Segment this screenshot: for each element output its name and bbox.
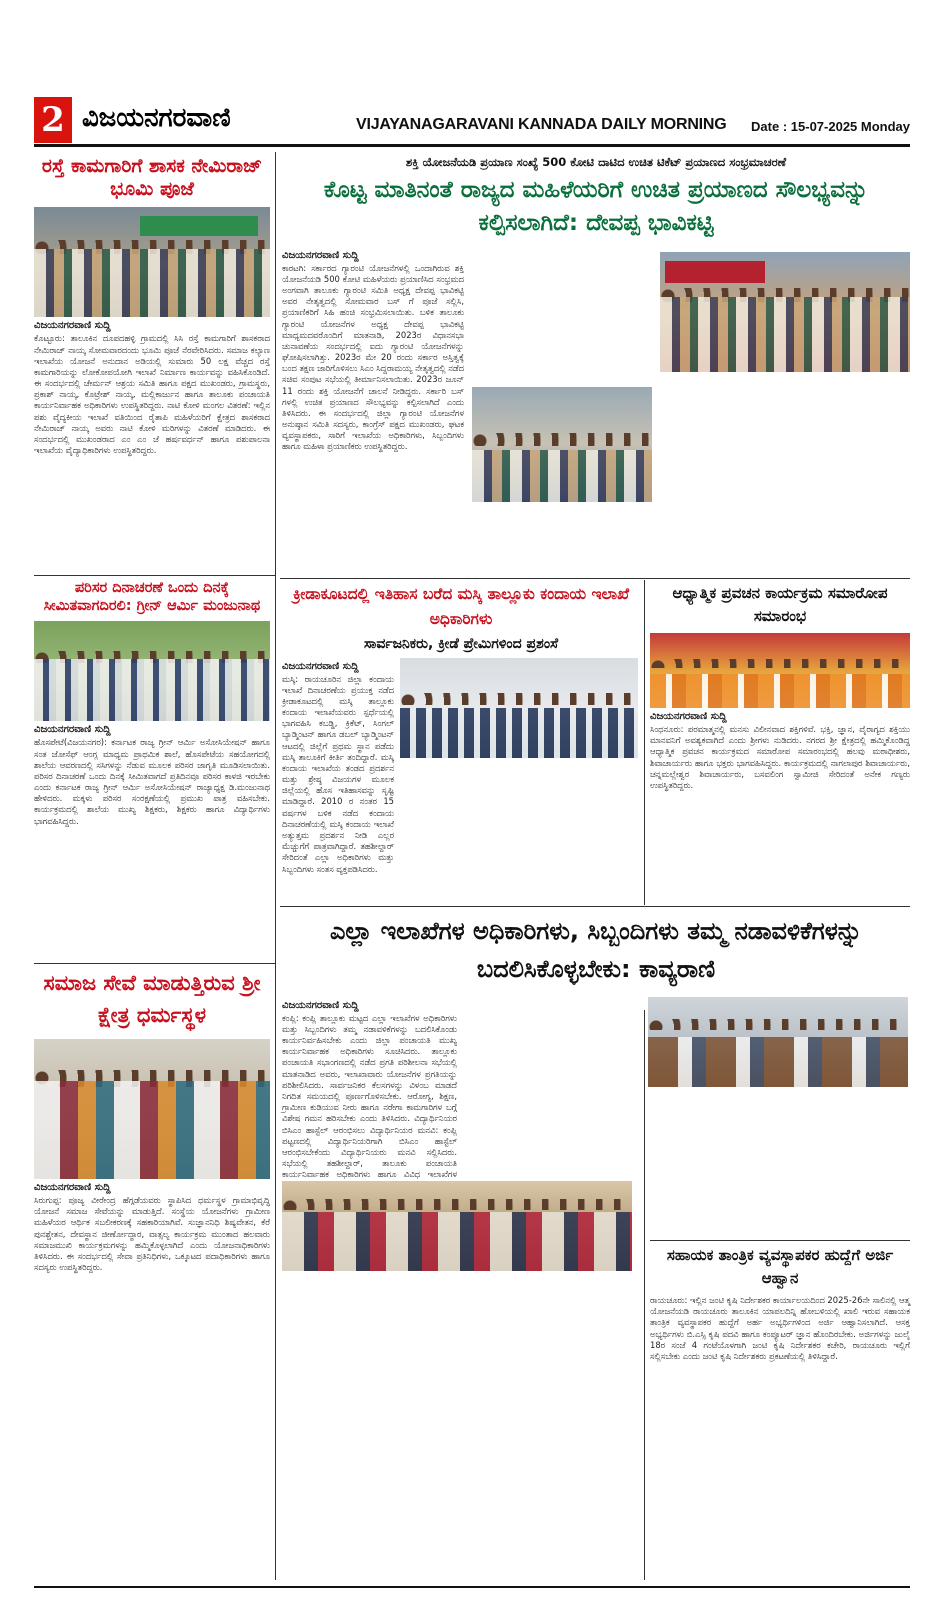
article-body: ಹೊಸಪೇಟೆ(ವಿಜಯನಗರ): ಕರ್ನಾಟಕ ರಾಜ್ಯ ಗ್ರೀನ್ ಆರ್ಮಿ ಅಸೋಸಿಯೇಷನ್ ಹಾಗೂ ಸಂತ ಜೋಸೆಫ್ ಆಂಗ್ಲ ಮಾಧ್ಯಮ ಪ್ರಾಥಮಿಕ ಶಾಲೆ, ಹೊಸಪೇಟೆಯ ಸಹಯೋಗದಲ್ಲಿ ಶಾಲೆಯ ಆವರಣದಲ್ಲಿ ಸಸಿಗಳನ್ನು ನೆಡುವ ಮೂಲಕ ಪರಿಸರ ಜಾಗೃತಿ ಮೂಡಿಸಲಾಯಿತು. ಪರಿಸರ ದಿನಾಚರಣೆ ಒಂದು ದಿನಕ್ಕೆ ಸೀಮಿತವಾಗದೆ ಪ್ರತಿದಿನವೂ ಪರಿಸರ ಕಾಳಜಿ ಇರಬೇಕು ಎಂದು ಕರ್ನಾಟಕ ರಾಜ್ಯ ಗ್ರೀನ್ ಆರ್ಮಿ ಅಸೋಸಿಯೇಷನ್ ರಾಜ್ಯಾಧ್ಯಕ್ಷ ಡಿ.ಮಂಜುನಾಥ ಹೇಳಿದರು. ಮಕ್ಕಳು ಪರಿಸರ ಸಂರಕ್ಷಣೆಯಲ್ಲಿ ಪ್ರಮುಖ ಪಾತ್ರ ವಹಿಸಬೇಕು. ಕಾರ್ಯಕ್ರಮದಲ್ಲಿ ಶಾಲೆಯ ಮುಖ್ಯ ಶಿಕ್ಷಕರು, ಶಿಕ್ಷಕರು ಹಾಗೂ ವಿದ್ಯಾರ್ಥಿಗಳು ಭಾಗವಹಿಸಿದ್ದರು. — [34, 737, 270, 826]
byline: ವಿಜಯನಗರವಾಣಿ ಸುದ್ದಿ — [282, 660, 359, 672]
article-road-work — [34, 155, 270, 573]
article-body: ಕೊಟ್ಟೂರು: ತಾಲೂಕಿನ ದೂಪದಹಳ್ಳಿ ಗ್ರಾಮದಲ್ಲಿ ಸಿಸಿ ರಸ್ತೆ ಕಾಮಗಾರಿಗೆ ಶಾಸಕರಾದ ನೇಮಿರಾಜ್ ನಾಯ್ಕ ಸೋಮವಾರದಂದು ಭೂಮಿ ಪೂಜೆ ನೆರವೇರಿಸಿದರು. ಸಮಾಜ ಕಲ್ಯಾಣ ಇಲಾಖೆಯ ಯೋಜನೆ ಅನುದಾನ ಅಡಿಯಲ್ಲಿ ಸುಮಾರು 50 ಲಕ್ಷ ವೆಚ್ಚದ ರಸ್ತೆ ಕಾಮಗಾರಿಯನ್ನು ಲೋಕೋಪಯೋಗಿ ಇಲಾಖೆ ನಿರ್ಮಾಣ ಕಾರ್ಯವನ್ನು ವಹಿಸಿಕೊಂಡಿದೆ. ಈ ಸಂದರ್ಭದಲ್ಲಿ ಚೇರ್ಮನ್ ಆಶ್ರಯ ಸಮಿತಿ ಹಾಗೂ ಪಕ್ಷದ ಮುಖಂಡರು, ಗ್ರಾಮಸ್ಥರು, ಪ್ರಕಾಶ್ ನಾಯ್ಕ, ಕೊಟ್ರೇಶ್ ನಾಯ್ಕ, ಮಲ್ಲಿಕಾರ್ಜುನ ಹಾಗೂ ತಾಲೂಕು ಪಂಚಾಯತಿ ಕಾರ್ಯನಿರ್ವಾಹಕ ಅಧಿಕಾರಿಗಳು ಉಪಸ್ಥಿತರಿದ್ದರು. ನಾಟಿ ಕೋಳಿ ಮಂಗಲ ವಿತರಣೆ: ಇಲ್ಲಿನ ಪಶು ವೈದ್ಯಕೀಯ ಇಲಾಖೆ ವತಿಯಿಂದ ರೈತಾಪಿ ಮಹಿಳೆಯರಿಗೆ ಕ್ಷೇತ್ರದ ಶಾಸಕರಾದ ನೇಮಿರಾಜ್ ನಾಯ್ಕ ಅವರು ನಾಟಿ ಕೋಳಿ ಮರಿಗಳನ್ನು ವಿತರಣೆ ಮಾಡಿದರು. ಈ ಸಂದರ್ಭದಲ್ಲಿ ಮುಖಂಡರಾದ ಎಂ ಎಂ ಜೆ ಹರ್ಷವರ್ಧನ್ ಹಾಗೂ ಪಶುಪಾಲನಾ ಇಲಾಖೆಯ ವೈದ್ಯಾಧಿಕಾರಿಗಳು ಉಪಸ್ಥಿತರಿದ್ದರು. — [34, 333, 270, 456]
headline: ಎಲ್ಲಾ ಇಲಾಖೆಗಳ ಅಧಿಕಾರಿಗಳು, ಸಿಬ್ಬಂದಿಗಳು ತಮ್ಮ ನಡಾವಳಿಕೆಗಳನ್ನು ಬದಲಿಸಿಕೊಳ್ಳಬೇಕು: ಕಾವ್ಯರಾಣಿ — [329, 917, 863, 984]
article-sports — [282, 582, 640, 902]
page-number: 2 — [34, 97, 72, 143]
headline: ಸಮಾಜ ಸೇವೆ ಮಾಡುತ್ತಿರುವ ಶ್ರೀ ಕ್ಷೇತ್ರ ಧರ್ಮಸ್ಥಳ — [43, 971, 261, 1027]
paper-name-english: VIJAYANAGARAVANI KANNADA DAILY MORNING — [356, 116, 727, 133]
masthead — [34, 97, 910, 147]
article-body: ಸಿರುಗುಪ್ಪ: ಪೂಜ್ಯ ವೀರೇಂದ್ರ ಹೆಗ್ಗಡೆಯವರು ಸ್ಥಾಪಿಸಿದ ಧರ್ಮಸ್ಥಳ ಗ್ರಾಮಾಭಿವೃದ್ಧಿ ಯೋಜನೆ ಸಮಾಜ ಸೇವೆಯನ್ನು ಮಾಡುತ್ತಿದೆ. ಸಂಸ್ಥೆಯ ಯೋಜನೆಗಳು ಗ್ರಾಮೀಣ ಮಹಿಳೆಯರ ಆರ್ಥಿಕ ಸಬಲೀಕರಣಕ್ಕೆ ಸಹಕಾರಿಯಾಗಿವೆ. ಸುಜ್ಞಾನನಿಧಿ ಶಿಷ್ಯವೇತನ, ಕೆರೆ ಪುನಶ್ಚೇತನ, ದೇವಸ್ಥಾನ ಜೀರ್ಣೋದ್ಧಾರ, ವಾತ್ಸಲ್ಯ ಕಾರ್ಯಕ್ರಮ ಮುಂತಾದ ಹಲವಾರು ಸಮಾಜಮುಖಿ ಕಾರ್ಯಕ್ರಮಗಳನ್ನು ಹಮ್ಮಿಕೊಳ್ಳಲಾಗಿದೆ ಎಂದು ಯೋಜನಾಧಿಕಾರಿಗಳು ತಿಳಿಸಿದರು. ಈ ಸಂದರ್ಭದಲ್ಲಿ ಸೇವಾ ಪ್ರತಿನಿಧಿಗಳು, ಒಕ್ಕೂಟದ ಪದಾಧಿಕಾರಿಗಳು ಹಾಗೂ ಸದಸ್ಯರು ಉಪಸ್ಥಿತರಿದ್ದರು. — [34, 1195, 270, 1273]
article-spiritual — [650, 582, 910, 902]
footer-rule — [34, 1586, 910, 1588]
news-photo — [34, 207, 270, 317]
article-environment — [34, 580, 270, 960]
headline: ಕ್ರೀಡಾಕೂಟದಲ್ಲಿ ಇತಿಹಾಸ ಬರೆದ ಮಸ್ಕಿ ತಾಲ್ಲೂಕು ಕಂದಾಯ ಇಲಾಖೆ ಅಧಿಕಾರಿಗಳು — [292, 585, 630, 628]
headline: ರಸ್ತೆ ಕಾಮಗಾರಿಗೆ ಶಾಸಕ ನೇಮಿರಾಜ್ ಭೂಮಿ ಪೂಜೆ — [41, 155, 263, 201]
headline: ಕೊಟ್ಟ ಮಾತಿನಂತೆ ರಾಜ್ಯದ ಮಹಿಳೆಯರಿಗೆ ಉಚಿತ ಪ್ರಯಾಣದ ಸೌಲಭ್ಯವನ್ನು ಕಲ್ಪಿಸಲಾಗಿದೆ: ದೇವಪ್ಪ ಭಾವಿಕಟ್ಟಿ — [323, 177, 869, 237]
column-rule — [644, 580, 645, 905]
news-photo — [34, 621, 270, 721]
byline: ವಿಜಯನಗರವಾಣಿ ಸುದ್ದಿ — [282, 249, 359, 261]
article-social-service — [34, 968, 270, 1580]
article-body: ಸಿಂಧನೂರು: ಪರಮಾತ್ಮನಲ್ಲಿ ಮನಸು ವಿಲೀನವಾದ ಶಕ್ತಿಗಳಿವೆ. ಭಕ್ತಿ, ಜ್ಞಾನ, ವೈರಾಗ್ಯದ ಶಕ್ತಿಯು ಮಾನವನಿಗೆ ಅವಶ್ಯಕವಾಗಿದೆ ಎಂದು ಶ್ರೀಗಳು ನುಡಿದರು. ನಗರದ ಶ್ರೀ ಕ್ಷೇತ್ರದಲ್ಲಿ ಹಮ್ಮಿಕೊಂಡಿದ್ದ ಆಧ್ಯಾತ್ಮಿಕ ಪ್ರವಚನ ಕಾರ್ಯಕ್ರಮದ ಸಮಾರೋಪ ಸಮಾರಂಭದಲ್ಲಿ ಹಲವು ಮಠಾಧೀಶರು, ಶಿವಾಚಾರ್ಯರು ಹಾಗೂ ಭಕ್ತರು ಭಾಗವಹಿಸಿದ್ದರು. ಕಾರ್ಯಕ್ರಮದಲ್ಲಿ ನಾಗಲಾಪುರ ಶಿವಾಚಾರ್ಯರು, ಚನ್ನಮಲ್ಲೇಶ್ವರ ಶಿವಾಚಾರ್ಯರು, ಬಸವಲಿಂಗ ಸ್ವಾಮೀಜಿ ಸೇರಿದಂತೆ ಅನೇಕ ಗಣ್ಯರು ಉಪಸ್ಥಿತರಿದ್ದರು. — [650, 724, 910, 790]
kicker: ಶಕ್ತಿ ಯೋಜನೆಯಡಿ ಪ್ರಯಾಣ ಸಂಖ್ಯೆ 500 ಕೋಟಿ ದಾಟಿದ ಉಚಿತ ಟಿಕೆಟ್ ಪ್ರಯಾಣದ ಸಂಭ್ರಮಾಚರಣೆ — [405, 155, 787, 169]
byline: ವಿಜಯನಗರವಾಣಿ ಸುದ್ದಿ — [34, 320, 111, 332]
headline: ಪರಿಸರ ದಿನಾಚರಣೆ ಒಂದು ದಿನಕ್ಕೆ ಸೀಮಿತವಾಗದಿರಲಿ: ಗ್ರೀನ್ ಆರ್ಮಿ ಮಂಜುನಾಥ — [43, 580, 261, 614]
news-photo — [472, 387, 652, 502]
column-rule — [275, 152, 276, 1580]
section-rule — [280, 906, 910, 907]
byline: ವಿಜಯನಗರವಾಣಿ ಸುದ್ದಿ — [34, 724, 111, 736]
headline: ಸಹಾಯಕ ತಾಂತ್ರಿಕ ವ್ಯವಸ್ಥಾಪಕರ ಹುದ್ದೆಗೆ ಅರ್ಜಿ ಆಹ್ವಾನ — [666, 1246, 894, 1287]
news-photo — [34, 1039, 270, 1179]
article-body: ಕಾರಟಗಿ: ಸರ್ಕಾರದ ಗ್ಯಾರಂಟಿ ಯೋಜನೆಗಳಲ್ಲಿ ಒಂದಾಗಿರುವ ಶಕ್ತಿ ಯೋಜನೆಯಡಿ 500 ಕೋಟಿ ಮಹಿಳೆಯರು ಪ್ರಯಾಣಿಸಿದ ಸಂಭ್ರಮದ ಅಂಗವಾಗಿ ತಾಲೂಕು ಗ್ಯಾರಂಟಿ ಸಮಿತಿ ಅಧ್ಯಕ್ಷ ದೇವಪ್ಪ ಭಾವಿಕಟ್ಟಿ ಅವರ ನೇತೃತ್ವದಲ್ಲಿ ಸೋಮವಾರ ಬಸ್ ಗೆ ಪೂಜೆ ಸಲ್ಲಿಸಿ, ಪ್ರಯಾಣಿಕರಿಗೆ ಸಿಹಿ ಹಂಚಿ ಸಂಭ್ರಮಿಸಲಾಯಿತು. ಬಳಿಕ ತಾಲೂಕು ಗ್ಯಾರಂಟಿ ಯೋಜನೆಗಳ ಅಧ್ಯಕ್ಷ ದೇವಪ್ಪ ಭಾವಿಕಟ್ಟಿ ಮಾಧ್ಯಮದವರೊಂದಿಗೆ ಮಾತನಾಡಿ, 2023ರ ವಿಧಾನಸಭಾ ಚುನಾವಣೆಯ ಸಂದರ್ಭದಲ್ಲಿ ಐದು ಗ್ಯಾರಂಟಿ ಯೋಜನೆಗಳನ್ನು ಘೋಷಿಸಲಾಗಿತ್ತು. 2023ರ ಮೇ 20 ರಂದು ಸರ್ಕಾರ ಅಸ್ತಿತ್ವಕ್ಕೆ ಬಂದ ತಕ್ಷಣ ಜಾರಿಗೊಳಿಸಲು ಸಿಎಂ ಸಿದ್ದರಾಮಯ್ಯ ನೇತೃತ್ವದಲ್ಲಿ ನಡೆದ ಸಚಿವ ಸಂಪುಟ ಸಭೆಯಲ್ಲಿ ತೀರ್ಮಾನಿಸಲಾಯಿತು. 2023ರ ಜೂನ್ 11 ರಂದು ಶಕ್ತಿ ಯೋಜನೆಗೆ ಚಾಲನೆ ನೀಡಿದ್ದರು. ಸರ್ಕಾರಿ ಬಸ್ ಗಳಲ್ಲಿ ಉಚಿತ ಪ್ರಯಾಣದ ಸೌಲಭ್ಯವನ್ನು ಕಲ್ಪಿಸಲಾಗಿದೆ ಎಂದು ತಿಳಿಸಿದರು. ಈ ಸಂದರ್ಭದಲ್ಲಿ ಜಿಲ್ಲಾ ಗ್ಯಾರಂಟಿ ಯೋಜನೆಗಳ ಅನುಷ್ಠಾನ ಸಮಿತಿ ಸದಸ್ಯರು, ಕಾಂಗ್ರೆಸ್ ಪಕ್ಷದ ಮುಖಂಡರು, ಘಟಕ ವ್ಯವಸ್ಥಾಪಕರು, ಸಾರಿಗೆ ಇಲಾಖೆಯ ಅಧಿಕಾರಿಗಳು, ಸಿಬ್ಬಂದಿಗಳು ಹಾಗೂ ಮಹಿಳಾ ಪ್ರಯಾಣಿಕರು ಉಪಸ್ಥಿತರಿದ್ದರು. — [282, 262, 464, 452]
byline: ವಿಜಯನಗರವಾಣಿ ಸುದ್ದಿ — [650, 711, 727, 722]
article-body: ಕಂಪ್ಲಿ: ಕಂಪ್ಲಿ ತಾಲ್ಲೂಕು ಮಟ್ಟದ ಎಲ್ಲಾ ಇಲಾಖೆಗಳ ಅಧಿಕಾರಿಗಳು ಮತ್ತು ಸಿಬ್ಬಂದಿಗಳು ತಮ್ಮ ನಡಾವಳಿಕೆಗಳನ್ನು ಬದಲಿಸಿಕೊಂಡು ಕಾರ್ಯನಿರ್ವಹಿಸಬೇಕು ಎಂದು ಜಿಲ್ಲಾ ಪಂಚಾಯತಿ ಮುಖ್ಯ ಕಾರ್ಯನಿರ್ವಾಹಕ ಅಧಿಕಾರಿಗಳು ಸೂಚಿಸಿದರು. ತಾಲ್ಲೂಕು ಪಂಚಾಯತಿ ಸಭಾಂಗಣದಲ್ಲಿ ನಡೆದ ಪ್ರಗತಿ ಪರಿಶೀಲನಾ ಸಭೆಯಲ್ಲಿ ಮಾತನಾಡಿದ ಅವರು, ಇಲಾಖಾವಾರು ಯೋಜನೆಗಳ ಪ್ರಗತಿಯನ್ನು ಪರಿಶೀಲಿಸಿದರು. ಸಾರ್ವಜನಿಕರ ಕೆಲಸಗಳನ್ನು ವಿಳಂಬ ಮಾಡದೆ ನಿಗದಿತ ಸಮಯದಲ್ಲಿ ಪೂರ್ಣಗೊಳಿಸಬೇಕು. ಆರೋಗ್ಯ, ಶಿಕ್ಷಣ, ಗ್ರಾಮೀಣ ಕುಡಿಯುವ ನೀರು ಹಾಗೂ ನರೇಗಾ ಕಾಮಗಾರಿಗಳ ಬಗ್ಗೆ ವಿಶೇಷ ಗಮನ ಹರಿಸಬೇಕು ಎಂದು ತಿಳಿಸಿದರು. ವಿದ್ಯಾರ್ಥಿನಿಯರ ಬಿಸಿಎಂ ಹಾಸ್ಟೆಲ್ ಆರಂಭಿಸಲು ವಿದ್ಯಾರ್ಥಿನಿಯರ ಮನವಿ: ಕಂಪ್ಲಿ ಪಟ್ಟಣದಲ್ಲಿ ವಿದ್ಯಾರ್ಥಿನಿಯರಿಗಾಗಿ ಬಿಸಿಎಂ ಹಾಸ್ಟೆಲ್ ಆರಂಭಿಸಬೇಕೆಂದು ವಿದ್ಯಾರ್ಥಿನಿಯರು ಮನವಿ ಸಲ್ಲಿಸಿದರು. ಸಭೆಯಲ್ಲಿ ತಹಶೀಲ್ದಾರ್, ತಾಲೂಕು ಪಂಚಾಯತಿ ಕಾರ್ಯನಿರ್ವಾಹಕ ಅಧಿಕಾರಿಗಳು ಹಾಗೂ ವಿವಿಧ ಇಲಾಖೆಗಳ — [282, 1012, 457, 1180]
news-photo — [660, 252, 910, 372]
section-rule — [34, 575, 275, 576]
article-shakti-scheme — [282, 155, 910, 575]
paper-name-kannada: ವಿಜಯನಗರವಾಣಿ — [82, 103, 231, 133]
news-photo — [400, 658, 638, 758]
section-rule — [280, 578, 910, 579]
issue-date: Date : 15-07-2025 Monday — [751, 119, 910, 134]
byline: ವಿಜಯನಗರವಾಣಿ ಸುದ್ದಿ — [34, 1182, 111, 1193]
article-body: ರಾಯಚೂರು: ಇಲ್ಲಿನ ಜಂಟಿ ಕೃಷಿ ನಿರ್ದೇಶಕರ ಕಾರ್ಯಾಲಯದಿಂದ 2025-26ನೇ ಸಾಲಿನಲ್ಲಿ ಆತ್ಮ ಯೋಜನೆಯಡಿ ರಾಯಚೂರು ತಾಲೂಕಿನ ಯಾಪಲದಿನ್ನಿ ಹೋಬಳಿಯಲ್ಲಿ ಖಾಲಿ ಇರುವ ಸಹಾಯಕ ತಾಂತ್ರಿಕ ವ್ಯವಸ್ಥಾಪಕರ ಹುದ್ದೆಗೆ ಅರ್ಹ ಅಭ್ಯರ್ಥಿಗಳಿಂದ ಅರ್ಜಿ ಆಹ್ವಾನಿಸಲಾಗಿದೆ. ಆಸಕ್ತ ಅಭ್ಯರ್ಥಿಗಳು ಬಿ.ಎಸ್ಸಿ ಕೃಷಿ ಪದವಿ ಹಾಗೂ ಕಂಪ್ಯೂಟರ್ ಜ್ಞಾನ ಹೊಂದಿರಬೇಕು. ಅರ್ಜಿಗಳನ್ನು ಜುಲೈ 18ರ ಸಂಜೆ 4 ಗಂಟೆಯೊಳಗಾಗಿ ಜಂಟಿ ಕೃಷಿ ನಿರ್ದೇಶಕರ ಕಚೇರಿ, ರಾಯಚೂರು ಇಲ್ಲಿಗೆ ಸಲ್ಲಿಸಬೇಕು ಎಂದು ಜಂಟಿ ಕೃಷಿ ನಿರ್ದೇಶಕರು ಪ್ರಕಟಣೆಯಲ್ಲಿ ತಿಳಿಸಿದ್ದಾರೆ. — [650, 1295, 910, 1361]
byline: ವಿಜಯನಗರವಾಣಿ ಸುದ್ದಿ — [282, 999, 359, 1011]
headline: ಆಧ್ಯಾತ್ಮಿಕ ಪ್ರವಚನ ಕಾರ್ಯಕ್ರಮ ಸಮಾರೋಪ ಸಮಾರಂಭ — [672, 584, 888, 625]
news-photo — [648, 997, 908, 1087]
subhead: ಸಾರ್ವಜನಿಕರು, ಕ್ರೀಡೆ ಪ್ರೇಮಿಗಳಿಂದ ಪ್ರಶಂಸೆ — [363, 635, 559, 652]
section-rule — [34, 963, 275, 964]
article-application — [650, 1244, 910, 1580]
news-photo — [650, 633, 910, 708]
news-photo — [282, 1181, 632, 1271]
article-body: ಮಸ್ಕಿ: ರಾಯಚೂರಿನ ಜಿಲ್ಲಾ ಕಂದಾಯ ಇಲಾಖೆ ದಿನಾಚರಣೆಯ ಪ್ರಯುಕ್ತ ನಡೆದ ಕ್ರೀಡಾಕೂಟದಲ್ಲಿ ಮಸ್ಕಿ ತಾಲ್ಲೂಕು ಕಂದಾಯ ಇಲಾಖೆಯವರು ಸ್ಪರ್ಧೆಯಲ್ಲಿ ಭಾಗವಹಿಸಿ ಕಬಡ್ಡಿ, ಕ್ರಿಕೆಟ್, ಸಿಂಗಲ್ ಬ್ಯಾಡ್ಮಿಂಟನ್ ಹಾಗೂ ಡಬಲ್ ಬ್ಯಾಡ್ಮಿಂಟನ್ ಆಟದಲ್ಲಿ ಜಿಲ್ಲೆಗೆ ಪ್ರಥಮ ಸ್ಥಾನ ಪಡೆದು ಮಸ್ಕಿ ತಾಲೂಕಿಗೆ ಕೀರ್ತಿ ತಂದಿದ್ದಾರೆ. ಮಸ್ಕಿ ಕಂದಾಯ ಇಲಾಖೆಯ ತಂಡದ ಪ್ರದರ್ಶನ ಮತ್ತು ಶ್ರೇಷ್ಠ ವಿಜಯಗಳ ಮೂಲಕ ಜಿಲ್ಲೆಯಲ್ಲಿ ಹೊಸ ಇತಿಹಾಸವನ್ನು ಸೃಷ್ಟಿ ಮಾಡಿದ್ದಾರೆ. 2010 ರ ನಂತರ 15 ವರ್ಷಗಳ ಬಳಿಕ ನಡೆದ ಕಂದಾಯ ದಿನಾಚರಣೆಯಲ್ಲಿ ಮಸ್ಕಿ ಕಂದಾಯ ಇಲಾಖೆ ಅತ್ಯುತ್ತಮ ಪ್ರದರ್ಶನ ನೀಡಿ ಎಲ್ಲರ ಮೆಚ್ಚುಗೆಗೆ ಪಾತ್ರವಾಗಿದ್ದಾರೆ. ತಹಶೀಲ್ದಾರ್ ಸೇರಿದಂತೆ ಎಲ್ಲಾ ಅಧಿಕಾರಿಗಳು ಮತ್ತು ಸಿಬ್ಬಂದಿಗಳು ಸಂತಸ ವ್ಯಕ್ತಪಡಿಸಿದರು. — [282, 673, 394, 874]
